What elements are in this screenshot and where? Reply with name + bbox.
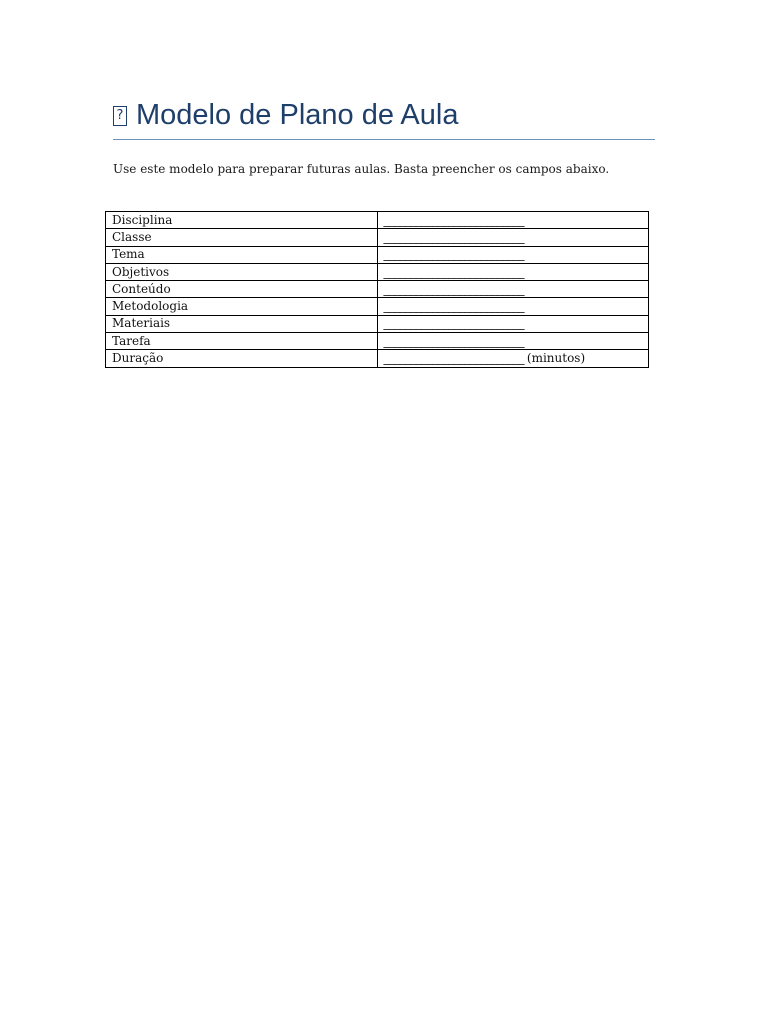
lesson-plan-table-body (106, 212, 649, 368)
row-label: Materiais (106, 315, 378, 332)
title-block (113, 94, 655, 136)
row-suffix: (minutos) (526, 351, 586, 366)
table-row (106, 212, 649, 229)
title-underline-divider (113, 139, 655, 140)
table-row (106, 281, 649, 298)
row-label: Metodologia (106, 298, 378, 315)
table-row (106, 298, 649, 315)
blank-line: __________________________ (383, 299, 524, 314)
row-label: Classe (106, 229, 378, 246)
table-row (106, 263, 649, 280)
row-value-field[interactable] (377, 350, 649, 367)
row-value-field[interactable] (377, 281, 649, 298)
blank-line: __________________________ (383, 264, 524, 279)
row-label: Tema (106, 246, 378, 263)
row-value-field[interactable] (377, 246, 649, 263)
table-row (106, 315, 649, 332)
row-value-field[interactable] (377, 333, 649, 350)
row-value-field[interactable] (377, 298, 649, 315)
row-label: Tarefa (106, 333, 378, 350)
row-value-field[interactable] (377, 229, 649, 246)
blank-line: __________________________ (383, 316, 524, 331)
row-value-field[interactable] (377, 212, 649, 229)
blank-line: __________________________ (383, 212, 524, 227)
lesson-plan-table (105, 211, 649, 368)
page-title (113, 94, 655, 136)
row-label: Objetivos (106, 263, 378, 280)
blank-line: __________________________ (383, 281, 524, 296)
table-row (106, 350, 649, 367)
blank-line: __________________________ (383, 333, 524, 348)
blank-line: __________________________ (383, 351, 524, 366)
table-row (106, 246, 649, 263)
table-row (106, 333, 649, 350)
row-value-field[interactable] (377, 315, 649, 332)
blank-line: __________________________ (383, 229, 524, 244)
intro-text: Use este modelo para preparar futuras aulas. Basta preencher os campos abaixo. (113, 162, 610, 176)
row-label: Conteúdo (106, 281, 378, 298)
blank-line: __________________________ (383, 247, 524, 262)
row-value-field[interactable] (377, 263, 649, 280)
row-label: Disciplina (106, 212, 378, 229)
page-title-text: Modelo de Plano de Aula (136, 99, 459, 131)
table-row (106, 229, 649, 246)
missing-glyph-icon (113, 106, 127, 126)
row-label: Duração (106, 350, 378, 367)
